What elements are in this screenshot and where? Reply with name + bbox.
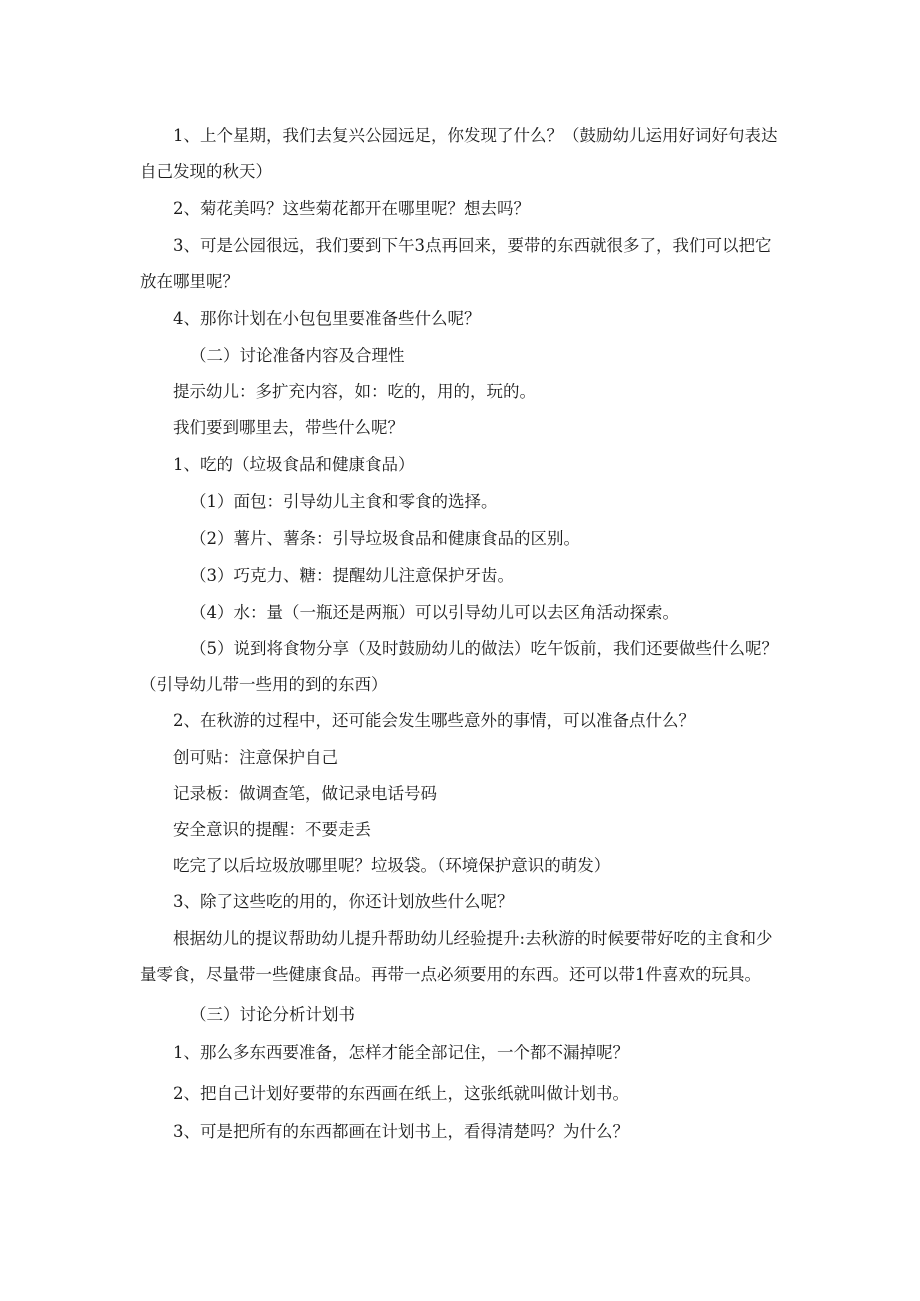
paragraph-9: 创可贴：注意保护自己: [173, 748, 338, 767]
paragraph-12: 吃完了以后垃圾放哪里呢？垃圾袋。（环境保护意识的萌发）: [173, 856, 611, 875]
paragraph-8: 2、在秋游的过程中，还可能会发生哪些意外的事情，可以准备点什么？: [173, 711, 695, 730]
list-item-2: （2）薯片、薯条：引导垃圾食品和健康食品的区别。: [190, 529, 580, 548]
paragraph-7: 1、吃的（垃圾食品和健康食品）: [173, 455, 415, 474]
paragraph-6: 我们要到哪里去，带些什么呢？: [173, 418, 404, 437]
paragraph-15: 1、那么多东西要准备，怎样才能全部记住，一个都不漏掉呢？: [173, 1043, 629, 1062]
paragraph-13: 3、除了这些吃的用的，你还计划放些什么呢？: [173, 892, 514, 911]
paragraph-4: 4、那你计划在小包包里要准备些什么呢？: [173, 309, 481, 328]
list-item-3: （3）巧克力、糖：提醒幼儿注意保护牙齿。: [190, 566, 514, 585]
paragraph-3: 3、可是公园很远，我们要到下午3点再回来，要带的东西就很多了，我们可以把它放在哪里呢？: [140, 236, 772, 291]
list-item-4: （4）水：量（一瓶还是两瓶）可以引导幼儿可以去区角活动探索。: [190, 603, 679, 622]
paragraph-11: 安全意识的提醒：不要走丢: [173, 820, 371, 839]
section-heading-2: （二）讨论准备内容及合理性: [190, 346, 405, 365]
paragraph-1: 1、上个星期，我们去复兴公园远足，你发现了什么？（鼓励幼儿运用好词好句表达自己发现的秋天）: [140, 126, 778, 181]
section-heading-3: （三）讨论分析计划书: [190, 1005, 355, 1024]
paragraph-5: 提示幼儿：多扩充内容，如：吃的，用的，玩的。: [173, 382, 536, 401]
list-item-1: （1）面包：引导幼儿主食和零食的选择。: [190, 492, 498, 511]
list-item-5: （5）说到将食物分享（及时鼓励幼儿的做法）吃午饭前，我们还要做些什么呢？（引导幼儿带一些用的到的东西）: [140, 639, 778, 694]
paragraph-10: 记录板：做调查笔，做记录电话号码: [173, 784, 437, 803]
paragraph-16: 2、把自己计划好要带的东西画在纸上，这张纸就叫做计划书。: [173, 1084, 629, 1103]
paragraph-14: 根据幼儿的提议帮助幼儿提升帮助幼儿经验提升:去秋游的时候要带好吃的主食和少量零食，尽量带一些健康食品。再带一点必须要用的东西。还可以带1件喜欢的玩具。: [140, 929, 773, 984]
paragraph-2: 2、菊花美吗？这些菊花都开在哪里呢？想去吗？: [173, 199, 530, 218]
paragraph-17: 3、可是把所有的东西都画在计划书上，看得清楚吗？为什么？: [173, 1122, 629, 1141]
